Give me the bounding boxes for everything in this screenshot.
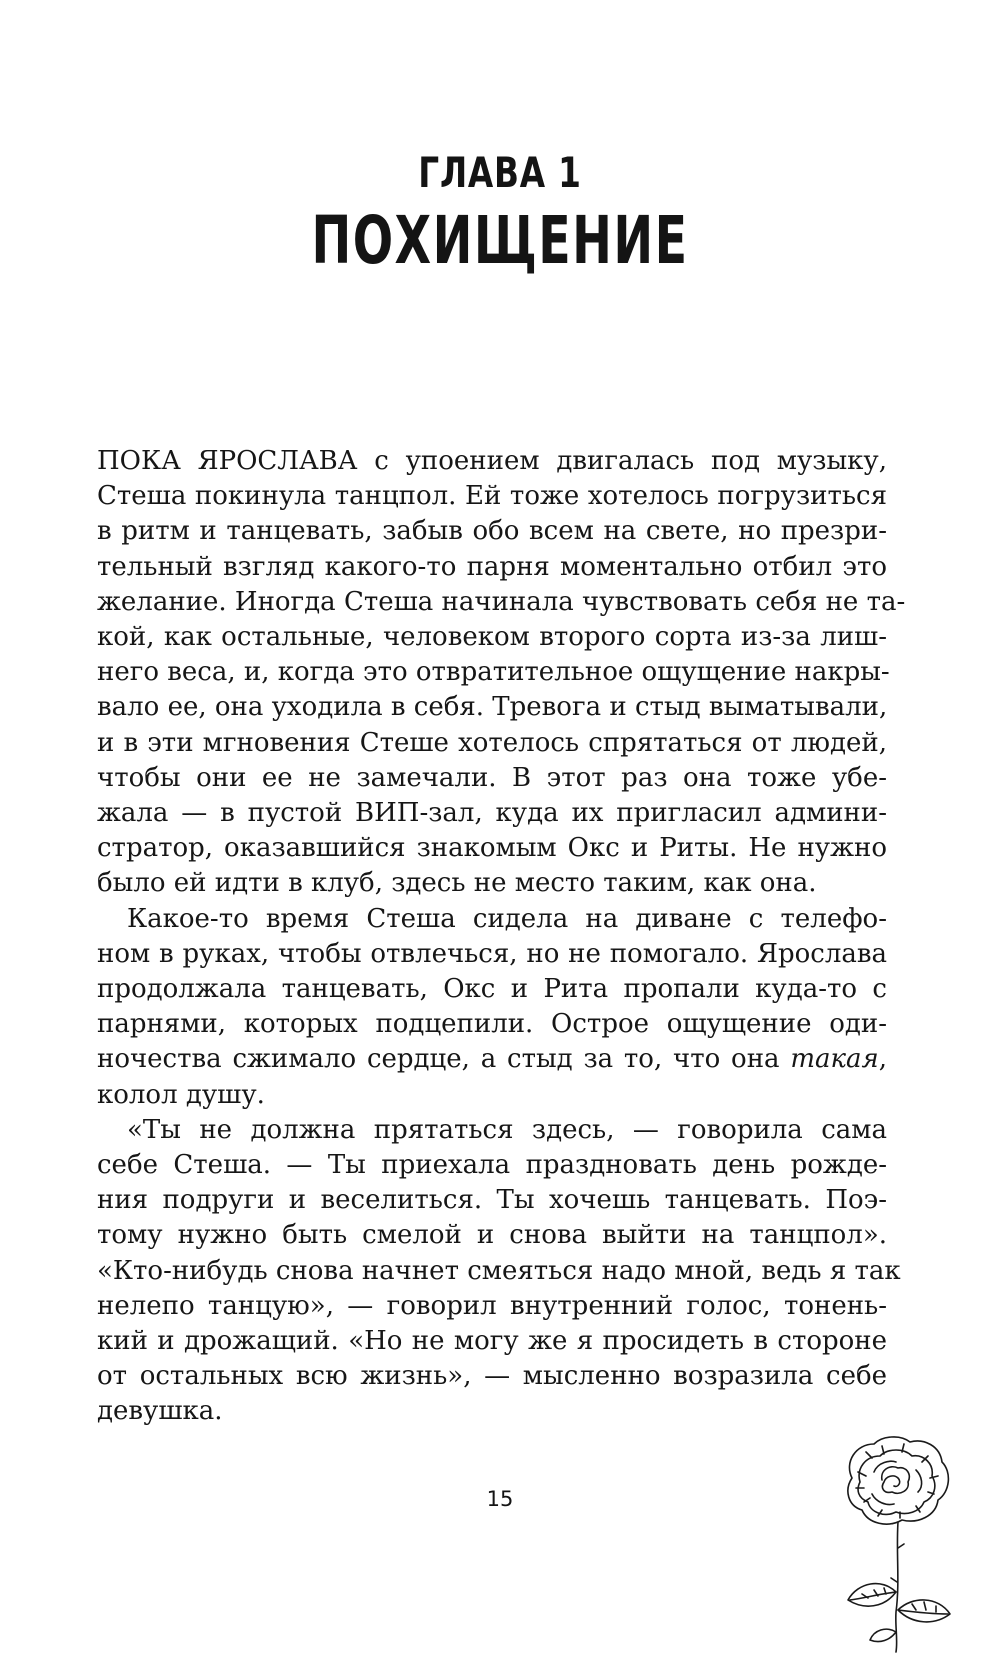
- text-line: «Ты не должна прятаться здесь, — говорила сама: [127, 1114, 887, 1145]
- text-line: ПОКА ЯРОСЛАВА с упоением двигалась под музыку,: [97, 446, 887, 476]
- text-line: жала — в пустой ВИП-зал, куда их пригласил админи-: [97, 798, 887, 829]
- lead-in-words: ПОКА ЯРОСЛАВА: [97, 446, 358, 476]
- text-line: кой, как остальные, человеком второго сорта из-за лиш-: [97, 622, 887, 653]
- text-line: Стеша покинула танцпол. Ей тоже хотелось погрузиться: [97, 481, 887, 512]
- text-line: и в эти мгновения Стеше хотелось спрятаться от людей,: [97, 727, 887, 758]
- italic-word: такая: [790, 1044, 879, 1075]
- text-line: ночества сжимало сердце, а стыд за то, что она такая,: [97, 1044, 887, 1075]
- chapter-text: [97, 444, 906, 1430]
- text-line: кий и дрожащий. «Но не могу же я просидеть в стороне: [97, 1326, 887, 1357]
- text-line: себе Стеша. — Ты приехала праздновать день рожде-: [97, 1150, 887, 1181]
- text-line: Какое-то время Стеша сидела на диване с телефо-: [127, 903, 887, 934]
- text-line: чтобы они ее не замечали. В этот раз она тоже убе-: [97, 762, 887, 793]
- chapter-title: ПОХИЩЕНИЕ: [311, 202, 689, 279]
- text-line: вало ее, она уходила в себя. Тревога и стыд выматывали,: [97, 692, 888, 723]
- chapter-number: ГЛАВА 1: [418, 148, 582, 197]
- text-line: в ритм и танцевать, забыв обо всем на свете, но презри-: [97, 516, 887, 547]
- text-line: от остальных всю жизнь», — мысленно возразила себе: [97, 1361, 887, 1392]
- text-line: желание. Иногда Стеша начинала чувствовать себя не та-: [97, 586, 906, 617]
- text-line: «Кто-нибудь снова начнет смеяться надо мной, ведь я так: [97, 1255, 901, 1286]
- text-line: нелепо танцую», — говорил внутренний голос, тонень-: [97, 1290, 887, 1321]
- page-number: 15: [486, 1487, 514, 1511]
- text-line: ния подруги и веселиться. Ты хочешь танцевать. Поэ-: [97, 1185, 887, 1216]
- text-line: стратор, оказавшийся знакомым Окс и Риты. Не нужно: [97, 833, 887, 864]
- rose-illustration-icon: [838, 1432, 960, 1654]
- text-line: ном в руках, чтобы отвлечься, но не помогало. Ярослава: [97, 938, 887, 969]
- text-line: было ей идти в клуб, здесь не место таким, как она.: [97, 868, 817, 899]
- text-line: него веса, и, когда это отвратительное ощущение накры-: [97, 657, 890, 688]
- text-line: тому нужно быть смелой и снова выйти на танцпол».: [97, 1220, 887, 1251]
- text-line: тельный взгляд какого-то парня моментально отбил это: [97, 551, 887, 582]
- text-line: продолжала танцевать, Окс и Рита пропали куда-то с: [97, 974, 887, 1005]
- text-line: колол душу.: [97, 1079, 265, 1110]
- text-line: девушка.: [97, 1396, 223, 1427]
- text-line: парнями, которых подцепили. Острое ощущение оди-: [97, 1009, 887, 1040]
